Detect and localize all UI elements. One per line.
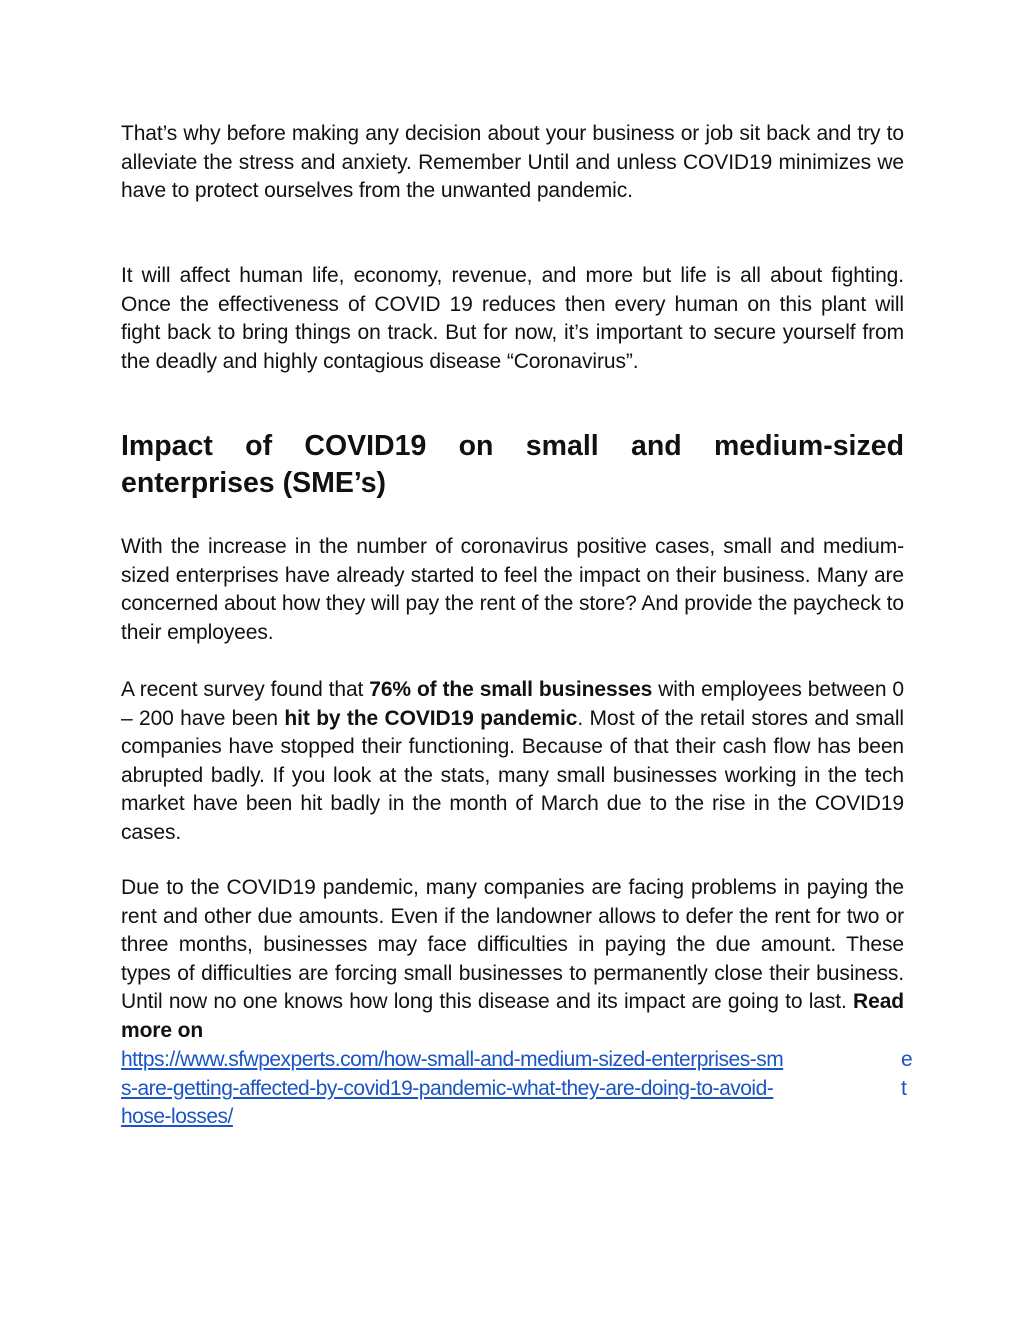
article-link-overflow-2[interactable]: t (901, 1076, 907, 1100)
survey-highlight-76-percent: 76% of the small businesses (369, 678, 653, 701)
read-more-label: Read more on (121, 990, 904, 1042)
paragraph-decision: That’s why before making any decision about your business or job sit back and try to alleviate the stress and anxiety. Remember Until and unless COVID19 minimizes we have to protect ourselves from the unwanted pandemic. (121, 122, 904, 203)
survey-text-3: . Most of the retail stores and small companies have stopped their functioning. Because of that their cash flow has been abrupted badly. If you look at the stats, many small businesses working in the tech market have been hit badly in the month of March due to the rise in the COVID19 cases. (121, 706, 904, 844)
survey-text-1: A recent survey found that (121, 678, 370, 701)
article-link-line-3[interactable]: hose-losses/ (121, 1105, 233, 1129)
paragraph-survey (121, 676, 904, 848)
article-link-overflow-1[interactable]: e (901, 1048, 913, 1071)
rent-problems-text: Due to the COVID19 pandemic, many companies are facing problems in paying the rent and other due amounts. Even if the landowner allows to defer the rent for two or three months, businesses may face difficulties in paying the due amount. These types of difficulties are forcing small businesses to permanently close their business. Until now no one knows how long this disease and its impact are going to last. (121, 876, 904, 1014)
paragraph-increase-cases: With the increase in the number of coronavirus positive cases, small and medium-sized enterprises have already started to feel the impact on their business. Many are concerned about how they will pay the rent of the store? And provide the paycheck to their employees. (121, 535, 904, 644)
article-link[interactable] (121, 1046, 921, 1132)
section-heading: Impact of COVID19 on small and medium-sized enterprises (SME’s) (121, 430, 904, 499)
paragraph-affect-human-life: It will affect human life, economy, revenue, and more but life is all about fighting. Once the effectiveness of COVID 19 reduces then every human on this plant will fight back to bring things on track. But for now, it’s important to secure yourself from the deadly and highly contagious disease “Coronavirus”. (121, 264, 904, 373)
survey-text-2: with employees between 0 – 200 have been (121, 678, 904, 730)
paragraph-rent-problems (121, 874, 904, 1046)
survey-highlight-hit-by-pandemic: hit by the COVID19 pandemic (284, 706, 578, 730)
article-link-line-1[interactable]: https://www.sfwpexperts.com/how-small-and-medium-sized-enterprises-sm (121, 1048, 784, 1071)
article-link-line-2[interactable]: s-are-getting-affected-by-covid19-pandemic-what-they-are-doing-to-avoid- (121, 1076, 774, 1100)
